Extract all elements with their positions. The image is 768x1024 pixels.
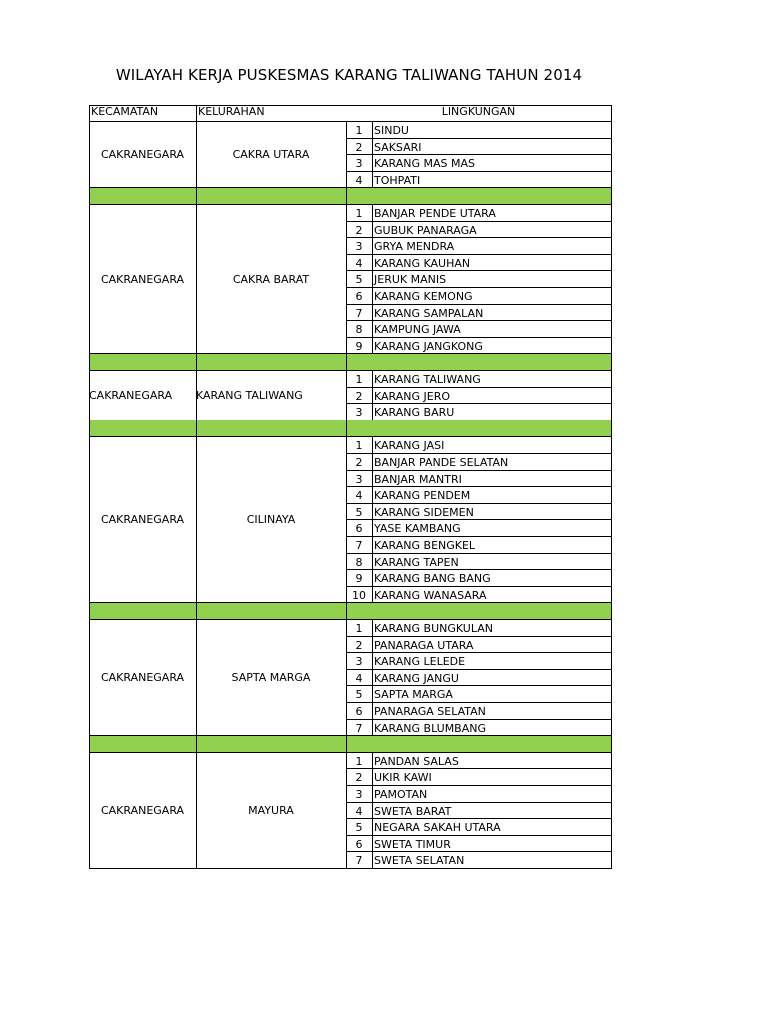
lingkungan-item-text: KARANG JERO bbox=[374, 389, 451, 403]
header-kelurahan-text: KELURAHAN bbox=[198, 105, 265, 118]
grid-line bbox=[196, 371, 197, 421]
row-number bbox=[346, 321, 372, 338]
grid-line bbox=[196, 105, 197, 122]
kecamatan-cell bbox=[89, 437, 196, 603]
lingkungan-item bbox=[372, 437, 611, 454]
grid-line bbox=[611, 188, 612, 205]
lingkungan-item-text: PANARAGA SELATAN bbox=[374, 705, 486, 719]
grid-line bbox=[611, 620, 612, 736]
kelurahan-cell-text: MAYURA bbox=[248, 803, 294, 817]
grid-line bbox=[346, 354, 347, 371]
lingkungan-item bbox=[372, 155, 611, 172]
lingkungan-item bbox=[372, 138, 611, 155]
lingkungan-item-text: KARANG KEMONG bbox=[374, 290, 473, 304]
row-number-text: 7 bbox=[355, 539, 363, 553]
row-number bbox=[346, 520, 372, 537]
lingkungan-item bbox=[372, 586, 611, 603]
grid-line bbox=[372, 752, 373, 868]
row-number bbox=[346, 470, 372, 487]
lingkungan-item-text: SWETA TIMUR bbox=[374, 837, 451, 851]
row-number-text: 6 bbox=[355, 522, 363, 536]
grid-line bbox=[89, 188, 90, 205]
lingkungan-item bbox=[372, 769, 611, 786]
grid-line bbox=[372, 371, 373, 421]
row-number bbox=[346, 254, 372, 271]
separator-row bbox=[89, 420, 196, 437]
lingkungan-item bbox=[372, 835, 611, 852]
kecamatan-cell bbox=[89, 752, 196, 868]
grid-line bbox=[89, 868, 612, 869]
row-number bbox=[346, 437, 372, 454]
lingkungan-item-text: KARANG LELEDE bbox=[374, 655, 466, 669]
separator-row bbox=[89, 354, 196, 371]
row-number bbox=[346, 537, 372, 554]
row-number bbox=[346, 636, 372, 653]
lingkungan-item-text: PANARAGA UTARA bbox=[374, 638, 474, 652]
grid-line bbox=[196, 603, 197, 620]
row-number bbox=[346, 686, 372, 703]
lingkungan-item-text: KARANG BANG BANG bbox=[374, 572, 491, 586]
lingkungan-item-text: BANJAR MANTRI bbox=[374, 472, 462, 486]
row-number-text: 3 bbox=[355, 788, 363, 802]
row-number-text: 2 bbox=[355, 140, 363, 154]
row-number-text: 2 bbox=[355, 223, 363, 237]
lingkungan-item bbox=[372, 752, 611, 769]
lingkungan-item-text: KARANG JANGU bbox=[374, 671, 459, 685]
grid-line bbox=[346, 620, 347, 736]
lingkungan-item-text: KARANG KAUHAN bbox=[374, 256, 471, 270]
lingkungan-item bbox=[372, 404, 611, 421]
row-number bbox=[346, 304, 372, 321]
lingkungan-item-text: KARANG BARU bbox=[374, 406, 455, 420]
kelurahan-cell bbox=[196, 752, 346, 868]
kelurahan-cell-text: KARANG TALIWANG bbox=[196, 388, 303, 402]
grid-line bbox=[89, 437, 90, 603]
header-lingkungan-text: LINGKUNGAN bbox=[441, 105, 516, 118]
row-number-text: 3 bbox=[355, 655, 363, 669]
lingkungan-item-text: KARANG BENGKEL bbox=[374, 539, 476, 553]
lingkungan-item-text: YASE KAMBANG bbox=[374, 522, 461, 536]
grid-line bbox=[89, 371, 90, 421]
lingkungan-item bbox=[372, 221, 611, 238]
grid-line bbox=[346, 188, 347, 205]
lingkungan-item bbox=[372, 387, 611, 404]
lingkungan-item bbox=[372, 122, 611, 139]
grid-line bbox=[346, 603, 347, 620]
grid-line bbox=[89, 205, 90, 354]
kecamatan-cell-text: CAKRANEGARA bbox=[100, 513, 185, 527]
kelurahan-cell-text: SAPTA MARGA bbox=[231, 671, 311, 685]
row-number-text: 1 bbox=[355, 207, 363, 221]
lingkungan-item bbox=[372, 205, 611, 222]
kelurahan-cell-text: CAKRA BARAT bbox=[232, 272, 310, 286]
kecamatan-cell-text: CAKRANEGARA bbox=[100, 803, 185, 817]
separator-row bbox=[346, 188, 611, 205]
row-number-text: 4 bbox=[355, 489, 363, 503]
row-number-text: 3 bbox=[355, 472, 363, 486]
lingkungan-item-text: KARANG BLUMBANG bbox=[374, 721, 487, 735]
grid-line bbox=[346, 205, 347, 354]
lingkungan-item-text: NEGARA SAKAH UTARA bbox=[374, 821, 501, 835]
grid-line bbox=[372, 122, 373, 188]
lingkungan-item-text: UKIR KAWI bbox=[374, 771, 432, 785]
row-number bbox=[346, 155, 372, 172]
header-kecamatan-text: KECAMATAN bbox=[91, 105, 159, 118]
row-number-text: 5 bbox=[355, 505, 363, 519]
row-number-text: 4 bbox=[355, 671, 363, 685]
lingkungan-item bbox=[372, 238, 611, 255]
lingkungan-item-text: PAMOTAN bbox=[374, 788, 428, 802]
kecamatan-cell-text: CAKRANEGARA bbox=[100, 148, 185, 162]
grid-line bbox=[611, 752, 612, 868]
lingkungan-item-text: GRYA MENDRA bbox=[374, 240, 455, 254]
lingkungan-item bbox=[372, 271, 611, 288]
header-kelurahan bbox=[196, 105, 346, 122]
grid-line bbox=[89, 752, 90, 868]
row-number bbox=[346, 719, 372, 736]
lingkungan-item-text: KARANG TALIWANG bbox=[374, 373, 481, 387]
row-number bbox=[346, 620, 372, 637]
lingkungan-item-text: KAMPUNG JAWA bbox=[374, 323, 461, 337]
grid-line bbox=[611, 354, 612, 371]
row-number-text: 3 bbox=[355, 157, 363, 171]
row-number-text: 6 bbox=[355, 837, 363, 851]
row-number-text: 5 bbox=[355, 273, 363, 287]
kecamatan-cell bbox=[89, 122, 196, 188]
grid-line bbox=[372, 620, 373, 736]
grid-line bbox=[89, 736, 90, 753]
lingkungan-item-text: JERUK MANIS bbox=[374, 273, 447, 287]
kelurahan-cell-text: CAKRA UTARA bbox=[232, 148, 310, 162]
grid-line bbox=[611, 122, 612, 188]
grid-line bbox=[346, 122, 347, 188]
separator-row bbox=[196, 603, 346, 620]
separator-row bbox=[346, 420, 611, 437]
lingkungan-item bbox=[372, 620, 611, 637]
lingkungan-item bbox=[372, 454, 611, 471]
row-number bbox=[346, 819, 372, 836]
row-number bbox=[346, 835, 372, 852]
lingkungan-item-text: SAPTA MARGA bbox=[374, 688, 453, 702]
separator-row bbox=[196, 354, 346, 371]
lingkungan-item-text: BANJAR PANDE SELATAN bbox=[374, 456, 509, 470]
grid-line bbox=[372, 437, 373, 603]
row-number-text: 6 bbox=[355, 705, 363, 719]
grid-line bbox=[196, 188, 197, 205]
row-number bbox=[346, 769, 372, 786]
grid-line bbox=[196, 620, 197, 736]
separator-row bbox=[346, 354, 611, 371]
row-number bbox=[346, 454, 372, 471]
row-number bbox=[346, 503, 372, 520]
lingkungan-item bbox=[372, 786, 611, 803]
grid-line bbox=[611, 205, 612, 354]
kelurahan-cell bbox=[196, 620, 346, 736]
row-number bbox=[346, 802, 372, 819]
row-number bbox=[346, 138, 372, 155]
kecamatan-cell-text: CAKRANEGARA bbox=[100, 272, 185, 286]
lingkungan-item bbox=[372, 321, 611, 338]
separator-row bbox=[196, 420, 346, 437]
lingkungan-item bbox=[372, 669, 611, 686]
grid-line bbox=[346, 420, 347, 437]
row-number bbox=[346, 271, 372, 288]
row-number-text: 2 bbox=[355, 456, 363, 470]
grid-line bbox=[89, 105, 612, 106]
kelurahan-cell bbox=[196, 205, 346, 354]
row-number-text: 1 bbox=[355, 622, 363, 636]
grid-line bbox=[611, 736, 612, 753]
grid-line bbox=[196, 354, 197, 371]
row-number bbox=[346, 752, 372, 769]
separator-row bbox=[196, 188, 346, 205]
lingkungan-item bbox=[372, 686, 611, 703]
lingkungan-item-text: KARANG BUNGKULAN bbox=[374, 622, 493, 636]
row-number-text: 1 bbox=[355, 754, 363, 768]
separator-row bbox=[346, 603, 611, 620]
row-number-text: 9 bbox=[355, 572, 363, 586]
separator-row bbox=[196, 736, 346, 753]
row-number bbox=[346, 852, 372, 869]
lingkungan-item bbox=[372, 254, 611, 271]
lingkungan-item-text: KARANG SIDEMEN bbox=[374, 505, 474, 519]
lingkungan-item bbox=[372, 719, 611, 736]
separator-row bbox=[89, 736, 196, 753]
row-number-text: 2 bbox=[355, 771, 363, 785]
row-number-text: 1 bbox=[355, 439, 363, 453]
row-number bbox=[346, 371, 372, 388]
lingkungan-item bbox=[372, 288, 611, 305]
row-number bbox=[346, 786, 372, 803]
grid-line bbox=[89, 122, 90, 188]
lingkungan-item-text: SINDU bbox=[374, 124, 409, 138]
grid-line bbox=[89, 105, 90, 122]
row-number-text: 2 bbox=[355, 389, 363, 403]
lingkungan-item-text: KARANG JASI bbox=[374, 439, 445, 453]
grid-line bbox=[196, 205, 197, 354]
kecamatan-cell-text: CAKRANEGARA bbox=[89, 388, 173, 402]
lingkungan-item-text: KARANG WANASARA bbox=[374, 588, 487, 602]
separator-row bbox=[89, 188, 196, 205]
row-number-text: 1 bbox=[355, 124, 363, 138]
lingkungan-item-text: KARANG TAPEN bbox=[374, 555, 459, 569]
lingkungan-item bbox=[372, 304, 611, 321]
row-number-text: 5 bbox=[355, 821, 363, 835]
lingkungan-item bbox=[372, 487, 611, 504]
kecamatan-cell bbox=[89, 371, 196, 421]
grid-line bbox=[611, 420, 612, 437]
lingkungan-item-text: SWETA BARAT bbox=[374, 804, 452, 818]
lingkungan-item bbox=[372, 553, 611, 570]
header-lingkungan bbox=[346, 105, 611, 122]
row-number-text: 8 bbox=[355, 555, 363, 569]
kecamatan-cell-text: CAKRANEGARA bbox=[100, 671, 185, 685]
row-number-text: 6 bbox=[355, 290, 363, 304]
lingkungan-item-text: TOHPATI bbox=[374, 173, 421, 187]
row-number-text: 4 bbox=[355, 804, 363, 818]
row-number-text: 7 bbox=[355, 854, 363, 868]
lingkungan-item bbox=[372, 337, 611, 354]
lingkungan-item bbox=[372, 802, 611, 819]
lingkungan-item bbox=[372, 470, 611, 487]
grid-line bbox=[346, 371, 347, 421]
row-number bbox=[346, 238, 372, 255]
row-number-text: 3 bbox=[355, 406, 363, 420]
row-number-text: 8 bbox=[355, 323, 363, 337]
row-number bbox=[346, 205, 372, 222]
page-title: WILAYAH KERJA PUSKESMAS KARANG TALIWANG TAHUN 2014 bbox=[115, 66, 583, 84]
lingkungan-item-text: BANJAR PENDE UTARA bbox=[374, 207, 496, 221]
grid-line bbox=[89, 420, 90, 437]
lingkungan-item bbox=[372, 520, 611, 537]
lingkungan-item-text: KARANG MAS MAS bbox=[374, 157, 476, 171]
row-number bbox=[346, 653, 372, 670]
grid-line bbox=[346, 752, 347, 868]
grid-line bbox=[89, 603, 90, 620]
row-number-text: 7 bbox=[355, 306, 363, 320]
grid-line bbox=[611, 371, 612, 421]
grid-line bbox=[611, 603, 612, 620]
lingkungan-item bbox=[372, 371, 611, 388]
lingkungan-item-text: KARANG JANGKONG bbox=[374, 339, 483, 353]
row-number bbox=[346, 122, 372, 139]
separator-row bbox=[89, 603, 196, 620]
row-number bbox=[346, 337, 372, 354]
row-number bbox=[346, 553, 372, 570]
grid-line bbox=[196, 122, 197, 188]
row-number bbox=[346, 586, 372, 603]
row-number bbox=[346, 221, 372, 238]
row-number bbox=[346, 404, 372, 421]
kelurahan-cell bbox=[196, 371, 346, 421]
lingkungan-item-text: KARANG PENDEM bbox=[374, 489, 471, 503]
row-number-text: 2 bbox=[355, 638, 363, 652]
kecamatan-cell bbox=[89, 205, 196, 354]
row-number bbox=[346, 387, 372, 404]
lingkungan-item bbox=[372, 636, 611, 653]
row-number bbox=[346, 288, 372, 305]
grid-line bbox=[346, 736, 347, 753]
grid-line bbox=[611, 437, 612, 603]
row-number-text: 4 bbox=[355, 256, 363, 270]
row-number-text: 7 bbox=[355, 721, 363, 735]
grid-line bbox=[346, 437, 347, 603]
lingkungan-item bbox=[372, 503, 611, 520]
lingkungan-item bbox=[372, 570, 611, 587]
lingkungan-item-text: GUBUK PANARAGA bbox=[374, 223, 477, 237]
separator-row bbox=[346, 736, 611, 753]
row-number bbox=[346, 669, 372, 686]
row-number bbox=[346, 487, 372, 504]
lingkungan-item bbox=[372, 653, 611, 670]
row-number-text: 3 bbox=[355, 240, 363, 254]
row-number-text: 9 bbox=[355, 339, 363, 353]
grid-line bbox=[89, 620, 90, 736]
header-kecamatan bbox=[89, 105, 196, 122]
grid-line bbox=[196, 437, 197, 603]
lingkungan-item bbox=[372, 537, 611, 554]
row-number bbox=[346, 703, 372, 720]
kelurahan-cell bbox=[196, 122, 346, 188]
lingkungan-item bbox=[372, 171, 611, 188]
row-number-text: 1 bbox=[355, 373, 363, 387]
row-number bbox=[346, 171, 372, 188]
grid-line bbox=[89, 354, 90, 371]
row-number-text: 5 bbox=[355, 688, 363, 702]
grid-line bbox=[196, 736, 197, 753]
row-number-text: 10 bbox=[352, 588, 366, 602]
row-number bbox=[346, 570, 372, 587]
kelurahan-cell bbox=[196, 437, 346, 603]
grid-line bbox=[196, 752, 197, 868]
grid-line bbox=[196, 420, 197, 437]
kecamatan-cell bbox=[89, 620, 196, 736]
lingkungan-item-text: KARANG SAMPALAN bbox=[374, 306, 484, 320]
row-number-text: 4 bbox=[355, 173, 363, 187]
lingkungan-item-text: SWETA SELATAN bbox=[374, 854, 465, 868]
lingkungan-item-text: SAKSARI bbox=[374, 140, 422, 154]
grid-line bbox=[611, 105, 612, 122]
lingkungan-item bbox=[372, 852, 611, 869]
lingkungan-item-text: PANDAN SALAS bbox=[374, 754, 459, 768]
lingkungan-item bbox=[372, 819, 611, 836]
grid-line bbox=[372, 205, 373, 354]
lingkungan-item bbox=[372, 703, 611, 720]
kelurahan-cell-text: CILINAYA bbox=[246, 513, 296, 527]
